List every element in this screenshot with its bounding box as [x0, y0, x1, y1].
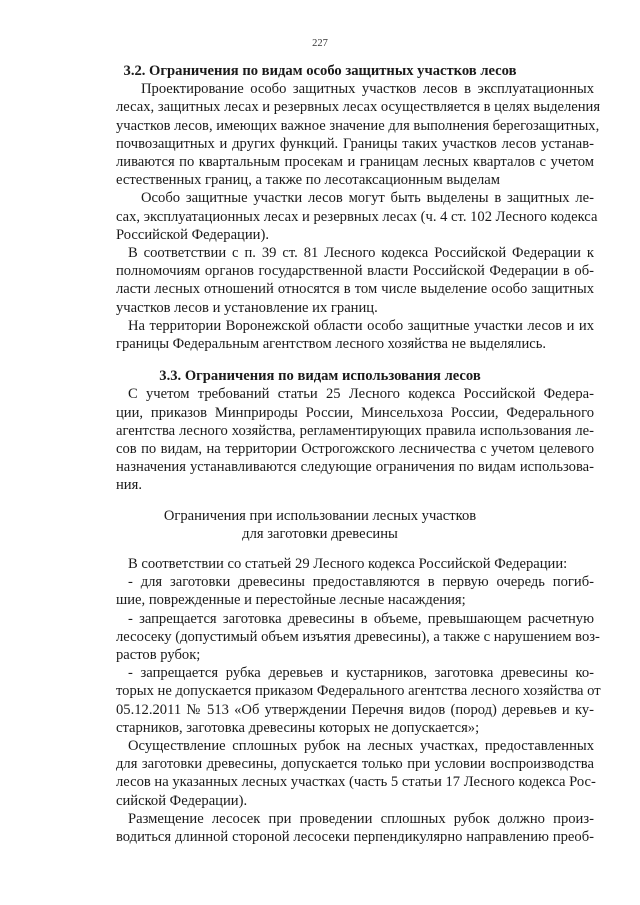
text-line: - запрещается рубка деревьев и кустарников, заготовка древесины ко-	[128, 665, 594, 682]
text-line: границы Федеральным агентством лесного хозяйства не выделялись.	[116, 336, 547, 352]
text-line: лесов на указанных лесных участках (часть 5 статьи 17 Лесного кодекса Рос-	[116, 774, 596, 791]
text-line: естественных границ, а также по лесотаксационным выделам	[116, 172, 500, 189]
text-line: 05.12.2011 № 513 «Об утверждении Перечня видов (пород) деревьев и ку-	[116, 701, 594, 718]
text-line: - запрещается заготовка древесины в объеме, превышающем расчетную	[128, 610, 594, 627]
text-line: для заготовки древесины, допускается только при условии воспроизводства	[116, 756, 594, 773]
text-line: ливаются по квартальным просекам и границам лесных кварталов с учетом	[116, 154, 594, 170]
text-line: сийской Федерации).	[116, 792, 248, 809]
text-line: участков лесов и установление их границ.	[116, 299, 378, 316]
text-line: В соответствии со статьей 29 Лесного кодекса Российской Федерации:	[128, 556, 568, 572]
text-line: торых не допускается приказом Федерального агентства лесного хозяйства от	[116, 683, 601, 700]
text-line: Осуществление сплошных рубок на лесных участках, предоставленных	[128, 738, 594, 754]
text-line: сов по видам, на территории Острогожского лесничества с учетом целевого	[116, 441, 594, 457]
text-line: участков лесов, имеющих важное значение для выполнения берегозащитных,	[116, 117, 600, 134]
text-line: шие, поврежденные и перестойные лесные насаждения;	[116, 592, 466, 609]
text-line: лесах, защитных лесах и резервных лесах осуществляется в целях выделения	[116, 99, 601, 116]
text-line: ния.	[116, 477, 142, 494]
subsection-title: Ограничения при использовании лесных участков	[163, 507, 477, 524]
text-line: Проектирование особо защитных участков лесов в эксплуатационных	[141, 81, 594, 98]
text-line: агентства лесного хозяйства, регламентирующих правила использования ле-	[116, 422, 594, 439]
text-line: В соответствии с п. 39 ст. 81 Лесного кодекса Российской Федерации к	[128, 245, 594, 261]
text-line: ласти лесных отношений относятся в том числе выделение особо защитных	[116, 281, 594, 298]
text-line: Российской Федерации).	[116, 226, 269, 243]
text-line: Особо защитные участки лесов могут быть выделены в защитных ле-	[141, 190, 594, 207]
section-3-3-title: 3.3. Ограничения по видам использования лесов	[159, 368, 481, 385]
section-3-2-title: 3.2. Ограничения по видам особо защитных участков лесов	[123, 63, 517, 79]
text-line: - для заготовки древесины предоставляются в первую очередь погиб-	[128, 574, 594, 591]
text-line: сах, эксплуатационных лесах и резервных лесах (ч. 4 ст. 102 Лесного кодекса	[116, 208, 598, 225]
text-line: водиться длинной стороной лесосеки перпендикулярно направлению преоб-	[116, 829, 594, 845]
text-line: С учетом требований статьи 25 Лесного кодекса Российской Федера-	[128, 386, 594, 403]
text-line: лесосеку (допустимый объем изъятия древесины), а также с нарушением воз-	[116, 628, 600, 645]
text-line: почвозащитных и других функций. Границы таких участков лесов устанав-	[116, 135, 594, 152]
text-line: назначения устанавливаются следующие ограничения по видам использова-	[116, 459, 594, 476]
text-line: старников, заготовка древесины которых не допускается»;	[116, 719, 480, 736]
text-line: растов рубок;	[116, 647, 201, 663]
text-line: ции, приказов Минприроды России, Минсельхоза России, Федерального	[116, 404, 594, 421]
page-number: 227	[312, 38, 328, 49]
subsection-title: для заготовки древесины	[242, 525, 398, 542]
text-line: полномочиям органов государственной власти Российской Федерации в об-	[116, 263, 594, 280]
text-line: Размещение лесосек при проведении сплошных рубок должно произ-	[128, 810, 594, 827]
text-line: На территории Воронежской области особо защитные участки лесов и их	[128, 317, 594, 334]
